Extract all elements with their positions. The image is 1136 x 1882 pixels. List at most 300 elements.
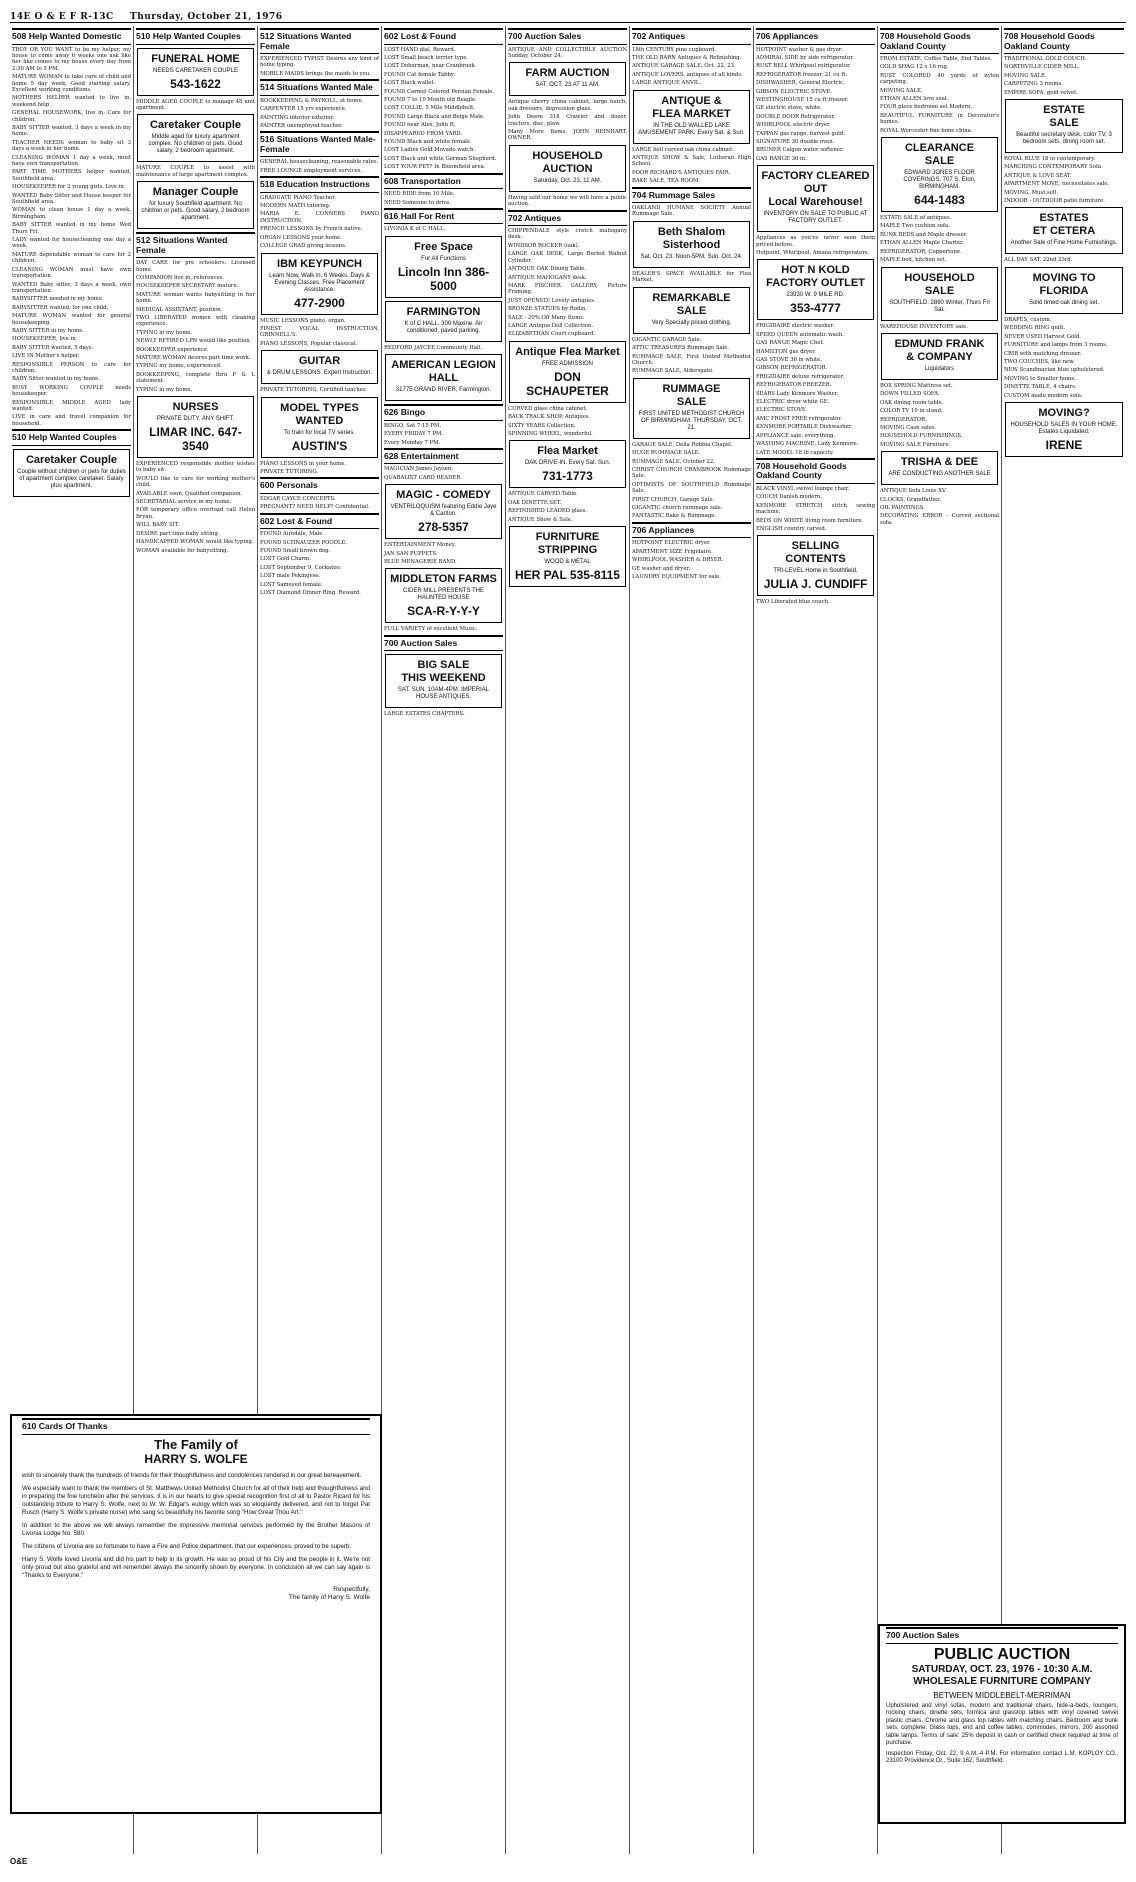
classified-ad: TAPPAN gas range, harvest gold. xyxy=(756,130,845,137)
classified-ad: OPTIMISTS OF SOUTHFIELD Rummage Sale. xyxy=(632,481,751,495)
classified-ad: SEARS Lady Kenmore Washer. xyxy=(756,390,839,397)
display-ad xyxy=(137,396,254,458)
classified-ad: COMPANION live in, references. xyxy=(136,274,225,281)
classified-ad: ALL DAY SAT. 22nd 23rd. xyxy=(1004,257,1073,264)
cards-of-thanks-box xyxy=(10,1414,382,1814)
display-ad-body: Very Specially priced clothing. xyxy=(651,319,732,326)
auction-date: SATURDAY, OCT. 23, 1976 - 10:30 A.M. xyxy=(911,1663,1093,1675)
display-ad-title: Caretaker Couple xyxy=(25,453,118,466)
classified-ad: LOST YOUR PET? In Bloomfield area. xyxy=(384,164,486,171)
display-ad xyxy=(1005,99,1123,153)
display-ad xyxy=(137,48,254,96)
classified-ad: MOVING SALE. xyxy=(1004,72,1047,79)
section-header: 704 Rummage Sales xyxy=(632,187,751,204)
section-header: 706 Appliances xyxy=(632,522,751,539)
classified-ad: FOUND Small brown dog. xyxy=(260,547,331,554)
section-header: 512 Situations Wanted Female xyxy=(260,28,379,54)
display-ad-title: GUITAR xyxy=(298,355,341,368)
classified-ad: John Deere 318 Crawler and dozer, tractors, disc, plow. xyxy=(508,114,627,127)
classified-ad: WILL BABY SIT. xyxy=(136,522,180,529)
classified-ad: MARIA E. CONNERS PIANO INSTRUCTION. xyxy=(260,211,379,224)
classified-ad: RESPONSIBLE MIDDLE AGED lady wanted. xyxy=(12,399,131,412)
classified-ad: ELECTRIC dryer white GE. xyxy=(756,399,830,406)
display-ad-title: MOVING? xyxy=(1038,406,1090,419)
classified-ad: ANTIQUE LOVERS, antiques of all kinds. xyxy=(632,71,743,78)
classified-ad: SPINNING WHEEL, wonderful. xyxy=(508,430,593,437)
section-header: 508 Help Wanted Domestic xyxy=(12,28,131,45)
display-ad xyxy=(13,449,130,497)
classified-ad: PART TIME MOTHERS helper wanted, Southfield area. xyxy=(12,169,131,182)
classified-ad: TWO COUCHES, like new. xyxy=(1004,358,1075,365)
classified-ad: LIVE IN Mother's helper. xyxy=(12,353,80,360)
classified-ad: BLACK VINYL swivel lounge chair. xyxy=(756,485,850,492)
display-ad-highlight: SCA-R-Y-Y-Y xyxy=(407,604,480,619)
display-ad xyxy=(881,267,998,321)
display-ad xyxy=(261,350,378,384)
display-ad-highlight: AUSTIN'S xyxy=(291,438,348,453)
display-ad xyxy=(509,62,626,96)
display-ad-highlight: LIMAR INC. 647-3540 xyxy=(149,425,242,454)
classified-ad: Many More Items. JOHN REINHART, OWNER. xyxy=(508,128,627,142)
classified-ad: FOUND 7 to 10 Month old Beagle. xyxy=(384,96,477,103)
classified-ad: KENMORE PORTABLE Dishwasher. xyxy=(756,424,853,431)
classified-ad: REDFORD JAYCEE Community Hall. xyxy=(384,344,483,351)
classified-ad: MOVING Cash sales. xyxy=(880,424,937,431)
classified-ad: FROM ESTATE, Coffee Table, End Tables. xyxy=(880,56,993,62)
classified-ad: SECRETARIAL service in my home. xyxy=(136,499,232,506)
classified-ad: MATURE dependable woman to care for 2 children. xyxy=(12,251,131,265)
display-ad-title: Beth Shalom Sisterhood xyxy=(657,225,726,251)
issue-date: Thursday, October 21, 1976 xyxy=(130,12,283,22)
classified-ad: ADMIRAL SIDE by side refrigerator. xyxy=(756,54,854,61)
classified-ad: FOUND Large Black and Beige Male. xyxy=(384,113,485,120)
section-header: 702 Antiques xyxy=(508,210,627,227)
classified-ad: ELECTRIC STOVE. xyxy=(756,407,808,414)
classified-ad: RUMMAGE SALE, October 22. xyxy=(632,458,715,465)
display-ad-title: FACTORY OUTLET xyxy=(766,277,865,290)
auction-inspection: Inspection Friday, Oct. 22, 9 A.M.-4 P.M. For information contact L.M. KOPLOY CO., 23100 Providence Dr., Suite 162, Southfield. xyxy=(886,1750,1118,1764)
display-ad-title: THIS WEEKEND xyxy=(401,672,486,685)
classified-ad: BABY SITTER wanted, 3 days a week in my home. xyxy=(12,124,131,138)
classified-ad: WOMAN available for babysitting. xyxy=(136,547,229,554)
classified-ad: FOUND Cat female Tabby. xyxy=(384,71,455,78)
display-ad xyxy=(385,484,502,539)
footer-mark: O&E xyxy=(10,1857,28,1866)
classified-ad: Having sold our home we will have a public auction. xyxy=(508,194,627,208)
classified-ad: BABY Sitter wanted in my home. xyxy=(12,376,100,383)
classified-ad: TYPING in my home. xyxy=(136,329,193,336)
display-ad-body: Liquidators xyxy=(924,365,955,372)
classified-ad: HOUSEKEEPER for 2 young girls. Live in. xyxy=(12,184,126,191)
classified-ad: COUCH Danish modern. xyxy=(756,494,822,501)
section-header: 610 Cards Of Thanks xyxy=(22,1418,370,1435)
classified-ad: OAK dining room table. xyxy=(880,399,944,406)
classified-ad: WEDDING RING quilt. xyxy=(1004,325,1066,332)
classified-ad: ENGLISH country carved. xyxy=(756,525,827,532)
display-ad-body: To train for local TV series. xyxy=(284,429,355,436)
classified-ad: BACK TRACK SHOP, Antiques. xyxy=(508,414,591,421)
classified-ad: GIGANTIC GARAGE Sale. xyxy=(632,336,702,343)
classified-ad: BRONZE STATUES by Rodin. xyxy=(508,306,588,313)
classified-ad: CARPETING 3 rooms. xyxy=(1004,81,1063,88)
classified-ad: DAY CARE for pre schoolers. Licensed home. xyxy=(136,260,255,273)
display-ad-body: 23930 W. 9 MILE RD. xyxy=(786,292,845,299)
section-header: 626 Bingo xyxy=(384,404,503,421)
display-ad-title: IBM KEYPUNCH xyxy=(277,257,362,270)
classified-ad: FOUND Black and white female. xyxy=(384,138,472,145)
section-header: 706 Appliances xyxy=(756,28,875,45)
classified-ad: FOUND SCHNAUZER POODLE. xyxy=(260,539,348,546)
classified-ad: ORGAN LESSONS your home. xyxy=(260,234,342,241)
display-ad-title: MOVING TO FLORIDA xyxy=(1032,271,1096,297)
classified-ad: LARGE OAK DESK, Large Burled Walnut Cylinder. xyxy=(508,251,627,264)
classified-ad: CRIB with matching dresser. xyxy=(1004,350,1082,357)
classified-ad: CURVED glass china cabinet. xyxy=(508,405,588,412)
classified-ad: BABY SITTER wanted, 5 days. xyxy=(12,344,94,351)
thanks-paragraph: wish to sincerely thank the hundreds of friends for their thoughtfulness and condolences rendered in our great bereavement. xyxy=(22,1471,362,1479)
classified-ad: TYPING in my home. xyxy=(136,386,193,393)
classified-ad: COLLEGE GRAD giving lessons. xyxy=(260,243,347,250)
display-ad-body: SAT. SUN. 10AM-4PM. IMPERIAL HOUSE ANTIQUES. xyxy=(397,687,490,701)
display-ad-body: & DRUM LESSONS. Expert Instruction. xyxy=(266,370,373,377)
classified-ad: ETHAN ALLEN love seat. xyxy=(880,96,949,103)
classified-ad: LAUNDRY EQUIPMENT for sale. xyxy=(632,573,721,580)
display-ad xyxy=(385,354,502,401)
classified-ad: ANTIQUE SHOW & Sale, Lutheran High School. xyxy=(632,154,751,168)
classified-ad: ANTIQUE MAHOGANY desk. xyxy=(508,274,587,281)
classified-ad: ANTIQUE Show & Sale. xyxy=(508,516,573,523)
classified-ad: ANTIQUE AND COLLECTIBLE AUCTION Sunday, October 24. xyxy=(508,46,627,59)
classified-ad: GOLD SHAG 12 x 16 rug. xyxy=(880,64,949,71)
display-ad-body: Sat. Oct. 23. Noon-5PM. Sun. Oct. 24. xyxy=(640,253,743,260)
classified-ad: BINGO, Sat 7:15 PM. xyxy=(384,422,442,429)
classified-ad: POOR RICHARD'S ANTIQUES FAIR. xyxy=(632,169,731,176)
classified-ad: INDOOR - OUTDOOR patio furniture. xyxy=(1004,198,1105,205)
section-header: 516 Situations Wanted Male-Female xyxy=(260,131,379,157)
display-ad-body: Beautiful secretary desk, color TV, 3 bedroom sets, dining room set. xyxy=(1016,132,1112,146)
classified-ad: OAKLAND HUMANE SOCIETY Annual Rummage Sale. xyxy=(632,205,751,218)
classified-ad: LARGE Antique Doll Collection. xyxy=(508,322,594,329)
classified-ad: MOVING SALE. xyxy=(880,87,923,94)
classified-ad: PAINTER unemployed teacher. xyxy=(260,122,343,129)
display-ad xyxy=(881,333,998,380)
classified-ad: MIDDLE AGED COUPLE to manage 48 unit apartment. xyxy=(136,98,255,111)
display-ad xyxy=(509,440,626,488)
display-ad-body: WOOD & METAL xyxy=(544,559,591,565)
auction-company: WHOLESALE FURNITURE COMPANY xyxy=(913,1675,1091,1687)
classified-ad: PREGNANT? NEED HELP? Confidential. xyxy=(260,504,370,511)
classified-ad: MATURE WOMAN to take care of child and home 5 day week, Good starting salary. Excellent working conditions. xyxy=(12,74,131,93)
classified-ad: JUST OPENED! Lovely antiques. xyxy=(508,297,596,304)
section-header: 700 Auction Sales xyxy=(508,28,627,45)
display-ad xyxy=(1005,207,1123,254)
classified-ad: REFRIGERATOR freezer, 21 cu ft. xyxy=(756,71,848,78)
section-header: 708 Household Goods Oakland County xyxy=(756,458,875,484)
display-ad-highlight: 731-1773 xyxy=(542,469,593,484)
classified-ad: GIBSON REFRIGERATOR. xyxy=(756,365,828,372)
classified-ad: FOUND near Alex, John R. xyxy=(384,122,456,129)
display-ad-title: Flea Market xyxy=(537,445,598,458)
display-ad-title: FACTORY CLEARED OUT xyxy=(761,170,870,196)
display-ad-title: SELLING CONTENTS xyxy=(785,540,846,566)
display-ad xyxy=(509,526,626,587)
classified-ad: LARGE ANTIQUE ANVIL. xyxy=(632,80,702,87)
display-ad-title: SALE xyxy=(924,155,955,168)
display-ad xyxy=(509,145,626,192)
classified-ad: BEDS ON WHITE living room furniture. xyxy=(756,517,864,524)
classified-ad: HOUSEKEEPER SECRETARY mature. xyxy=(136,283,239,290)
classified-ad: WHIRLPOOL electric dryer. xyxy=(756,122,831,129)
section-header: 700 Auction Sales xyxy=(384,635,503,652)
classified-ad: LOST Black wallet. xyxy=(384,80,436,87)
classified-ad: EVERY FRIDAY 7 PM. xyxy=(384,431,444,438)
classified-ad: LOST male Pekingese. xyxy=(260,573,321,580)
display-ad-title: FARMINGTON xyxy=(406,305,481,318)
section-header: 510 Help Wanted Couples xyxy=(12,429,131,446)
classified-ad: SPEED QUEEN automatic wash. xyxy=(756,331,844,338)
classified-ad: HOUSEKEEPER, live in. xyxy=(12,336,78,343)
thanks-paragraph: Harry S. Wolfe loved Livonia and did his part to help in its growth. He was so proud of his City and the people in it. We're not only proud but also grateful and will remember always the sincerity shown by everyone. In conclusion all we can say again is "Thanks to Everyone." xyxy=(22,1555,370,1579)
classified-ad: BUNK BEDS and Maple dresser. xyxy=(880,231,968,238)
classified-ad: PIANO LESSONS, Popular classical. xyxy=(260,340,358,347)
signature-line: Respectfully, xyxy=(333,1585,370,1593)
display-ad-title: FURNITURE xyxy=(535,531,600,543)
display-ad-highlight: 644-1483 xyxy=(914,193,965,208)
classified-ad: FRIGIDAIRE deluxe refrigerator. xyxy=(756,373,845,380)
classified-ad: 18th CENTURY pine cupboard. xyxy=(632,46,716,53)
classified-ad: TWO Liberated blue couch. xyxy=(756,599,830,606)
display-ad-highlight: 278-5357 xyxy=(418,520,469,535)
display-ad-body: EDWARD JONES FLOOR COVERINGS. 707 S. Eton, BIRMINGHAM. xyxy=(903,170,976,191)
display-ad xyxy=(881,137,998,212)
section-header: 708 Household Goods Oakland County xyxy=(880,28,999,54)
classified-ad: REFRIGERATOR FREEZER. xyxy=(756,382,832,389)
section-header: 708 Household Goods Oakland County xyxy=(1004,28,1124,54)
section-header: 602 Lost & Found xyxy=(384,28,503,45)
classified-ad: MOVING SALE Furniture. xyxy=(880,441,951,448)
display-ad-body: NEEDS CARETAKER COUPLE xyxy=(153,67,238,74)
classified-ad: APARTMENT MOVE, necessitates sale. xyxy=(1004,181,1110,188)
display-ad-body: FIRST UNITED METHODIST CHURCH OF BIRMINGHAM. THURSDAY, OCT. 21. xyxy=(638,410,745,431)
classified-ad: Appliances as you've never seen them priced before. xyxy=(756,235,875,248)
classified-ad: BAKE SALE, TEA ROOM. xyxy=(632,178,701,185)
display-ad-title: SALE xyxy=(924,284,955,297)
display-ad-body: SAT. OCT. 23 AT 11 AM. xyxy=(535,82,600,89)
classified-ad: ATTIC TREASURES Rummage Sale. xyxy=(632,345,730,352)
classified-ad: NORTHVILLE CIDER MILL. xyxy=(1004,64,1080,71)
family-name: HARRY S. WOLFE xyxy=(144,1451,248,1466)
display-ad xyxy=(385,568,502,623)
display-ad xyxy=(633,90,750,144)
classified-ad: BABY SITTER wanted in my home Wed Thurs Fri. xyxy=(12,222,131,235)
classified-ad: WASHING MACHINE, Lady Kenmore. xyxy=(756,441,859,448)
classified-ad: CLEANING WOMAN 1 day a week, must have own transportation. xyxy=(12,154,131,167)
classified-ad: GARAGE SALE, Della Robbia Chapel. xyxy=(632,441,733,448)
display-ad-title: Free Space xyxy=(414,240,473,253)
display-ad xyxy=(385,301,502,342)
display-ad-title: Manager Couple xyxy=(152,186,239,199)
display-ad xyxy=(385,236,502,298)
classified-ad: MAGICIAN James Jaysen. xyxy=(384,466,453,473)
classified-ad: MOBILE MAIDS brings the maids to you. xyxy=(260,70,371,77)
classified-ad: GAS STOVE 36 in white. xyxy=(756,357,822,364)
display-ad-body: HOUSEHOLD SALES IN YOUR HOME. Estates Liquidated. xyxy=(1010,421,1118,435)
classified-ad: ANTIQUE OAK Dining Table. xyxy=(508,266,586,273)
classified-ad: HOTPOINT washer & gas dryer. xyxy=(756,46,843,53)
classified-ad: QUABALIST CARD READER. xyxy=(384,474,462,481)
display-ad-body: Solid timed oak dining set. xyxy=(1028,299,1100,306)
classified-ad: BOOKKEEPING, complete thru P & L statement. xyxy=(136,371,255,385)
auction-title: PUBLIC AUCTION xyxy=(933,1645,1071,1663)
display-ad-body: for luxury Southfield apartment. No children or pets. Good salary, 2 bedroom apartment. xyxy=(141,201,250,222)
classified-ad: ELIZABETHAN Court cupboard. xyxy=(508,331,596,338)
public-auction-ad xyxy=(878,1624,1126,1824)
classified-ad: MOTHERS HELPER wanted to live in, weekend help. xyxy=(12,95,131,108)
section-header: 518 Education Instructions xyxy=(260,176,379,193)
classified-ad: DESIRE part time baby sitting. xyxy=(136,530,220,537)
classified-ad: RUMMAGE SALE, Aldersgate. xyxy=(632,368,714,375)
masthead xyxy=(10,6,1126,23)
classified-ad: ETHAN ALLEN Maple Charter. xyxy=(880,240,964,247)
classified-ad: BEAUTIFUL FURNITURE in Decorator's homes. xyxy=(880,112,999,126)
display-ad-title: REMARKABLE SALE xyxy=(652,291,731,317)
section-header: 510 Help Wanted Couples xyxy=(136,28,255,45)
display-ad-title: ANTIQUE & xyxy=(661,94,722,107)
classified-ad: FRIGIDAIRE electric washer. xyxy=(756,323,835,330)
classified-ad: DISAPPEARED FROM YARD. xyxy=(384,130,463,137)
display-ad-title: FUNERAL HOME xyxy=(151,52,240,65)
classified-ad: DINETTE TABLE, 4 chairs. xyxy=(1004,384,1077,391)
display-ad xyxy=(633,221,750,268)
display-ad-title: Local Warehouse! xyxy=(768,196,863,209)
display-ad-title: ET CETERA xyxy=(1032,225,1096,238)
display-ad xyxy=(633,287,750,334)
classified-ad: CARPENTER 15 yrs experience. xyxy=(260,106,347,113)
classified-ad: NEWLY RETIRED LPN would like position. xyxy=(136,338,252,345)
classified-ad: SIXTY YEARS Collection. xyxy=(508,422,576,429)
classified-ad: HUGE RUMMAGE SALE. xyxy=(632,450,701,457)
classified-ad: DECORATING ERROR - Curved sectional sofa. xyxy=(880,513,999,526)
display-ad-title: & COMPANY xyxy=(906,350,973,363)
display-ad xyxy=(757,535,874,596)
classified-column xyxy=(630,26,754,1854)
classified-ad: LARGE ESTATES CHAPTERS. xyxy=(384,711,465,718)
section-header: 700 Auction Sales xyxy=(886,1627,1118,1644)
classified-ad: OAK DINETTE SET. xyxy=(508,499,562,506)
section-header: 512 Situations Wanted Female xyxy=(136,232,255,258)
display-ad-body: Saturday, Oct. 23, 11 AM. xyxy=(533,177,602,184)
classified-ad: PRIVATE TUTORING, Certified teacher. xyxy=(260,387,367,394)
newspaper-page xyxy=(10,6,1126,1868)
display-ad-body: INVENTORY ON SALE TO PUBLIC AT FACTORY OUTLET. xyxy=(763,211,868,225)
classified-ad: HOTPOINT ELECTRIC dryer. xyxy=(632,540,711,547)
classified-column xyxy=(878,26,1002,1854)
classified-ad: MOVING, Must sell. xyxy=(1004,189,1058,196)
section-header: 628 Entertainment xyxy=(384,448,503,465)
classified-ad: MARK FISCHER GALLERY, Picture Framing. xyxy=(508,282,627,296)
display-ad-title: ESTATE xyxy=(1043,104,1085,117)
display-ad xyxy=(881,451,998,485)
display-ad xyxy=(137,114,254,162)
classified-ad: ROYAL BLUE 18 in contemporary. xyxy=(1004,156,1096,163)
classified-ad: RUST BELL Whirlpool refrigerator. xyxy=(756,63,851,70)
classified-ad: GAS RANGE 36 in. xyxy=(756,155,807,162)
classified-ad: BOX SPRING Mattress set. xyxy=(880,382,953,389)
classified-ad: EDGAR CAYCE CONCEPTS. xyxy=(260,495,336,502)
display-ad-body: PRIVATE DUTY. ANY SHIFT. xyxy=(156,416,235,423)
display-ad xyxy=(261,253,378,315)
classified-ad: CLOCKS, Grandfather. xyxy=(880,496,941,503)
display-ad xyxy=(1005,267,1123,314)
classified-ad: LOST Doberman, near Cranbrook. xyxy=(384,63,477,70)
thanks-paragraph: We especially want to thank the members of St. Matthews United Methodist Church for all of their help and thoughtfulness and in preparing the fine luncheon after the services. It is in our hearts to give special recognition first of all to Pastor Ricard for his outstanding tribute to Harry S. Wolfe, next to W. W. Edgar's eulogy which was so eloquently delivered, and not to forget Pat Rusch (Harry S. Wolfe's private nurse) who sang so beautifully his favorite song "How Great Thou Art." xyxy=(22,1484,370,1516)
classified-ad: GIBSON ELECTRIC STOVE. xyxy=(756,88,832,95)
classified-ad: NEED RIDE from 10 Mile. xyxy=(384,191,455,198)
section-header: 514 Situations Wanted Male xyxy=(260,79,379,96)
classified-ad: LOST Gold Charm. xyxy=(260,556,311,563)
classified-ad: LOST Samoyed female. xyxy=(260,581,323,588)
classified-ad: DOUBLE DOOR Refrigerator. xyxy=(756,113,836,120)
classified-ad: CLEANING WOMAN must have own transportation. xyxy=(12,266,131,280)
classified-ad: HOUSEHOLD FURNISHINGS. xyxy=(880,433,963,440)
edition-label: 14E O & E F R-13C xyxy=(10,12,114,22)
classified-ad: MAPLE Two cushion sofa. xyxy=(880,223,950,230)
classified-ad: FIRST CHURCH, Garage Sale. xyxy=(632,496,715,503)
section-header: 600 Personals xyxy=(260,477,379,494)
display-ad-title: FLEA MARKET xyxy=(652,107,731,120)
classified-ad: FULL VARIETY of excellent Music. xyxy=(384,626,478,633)
classified-ad: LADY wanted for housecleaning one day a week. xyxy=(12,237,131,250)
classified-ad: BLUE MENAGERIE BAND. xyxy=(384,559,457,566)
classified-ad: MATURE WOMAN desires part time work. xyxy=(136,355,251,361)
classified-ad: EXPERIENCED TYPIST Desires any kind of home typing. xyxy=(260,56,379,69)
classified-ad: GENERAL housecleaning, reasonable rates. xyxy=(260,159,379,166)
thanks-paragraph: In addition to the above we will always remember the impressive memorial services performed by the Brother Masons of Livonia Lodge No. 580. xyxy=(22,1521,370,1537)
display-ad-body: OAK DRIVE-IN. Every Sat. Sun. xyxy=(524,460,611,467)
classified-ad: MODERN MATH tutoring. xyxy=(260,203,331,210)
display-ad-highlight: 543-1622 xyxy=(170,76,221,91)
classified-ad: DEALER'S SPACE AVAILABLE for Flea Market. xyxy=(632,270,751,284)
classified-ad: WINDSOR ROCKER (oak). xyxy=(508,242,580,249)
display-ad-body: For All Functions xyxy=(421,255,466,262)
display-ad-title: HOT N KOLD xyxy=(781,264,850,277)
classified-ad: MUSIC LESSONS piano, organ. xyxy=(260,317,346,324)
display-ad xyxy=(757,165,874,232)
classified-ad: FINEST VOCAL INSTRUCTION, GRINNELL'S. xyxy=(260,325,379,339)
signature-line: The family of Harry S. Wolfe xyxy=(288,1593,370,1601)
classified-ad: MEDICAL ASSISTANT, position. xyxy=(136,306,223,313)
classified-ad: DOWN FILLED SOFA. xyxy=(880,391,940,398)
classified-ad: LIVE in care and travel companion for household. xyxy=(12,414,131,427)
classified-ad: WHIRLPOOL WASHER & DRYER. xyxy=(632,557,724,564)
classified-ad: GENERAL HOUSEWORK, live in. Care for children. xyxy=(12,110,131,123)
display-ad-title: MAGIC - COMEDY xyxy=(396,489,491,502)
display-ad-highlight: Lincoln Inn 386-5000 xyxy=(397,264,490,293)
classified-ad: HAMILTON gas dryer. xyxy=(756,348,816,355)
display-ad-body: VENTRILOQUISM featuring Eddie Jaye & Carlton. xyxy=(390,504,497,518)
classified-ad: LIVONIA K of C HALL. xyxy=(384,226,446,233)
display-ad xyxy=(385,654,502,708)
classified-ad: FREE LOUNGE employment services. xyxy=(260,167,363,174)
classified-ad: ANTIQUE & LOVE SEAT. xyxy=(1004,172,1072,179)
display-ad-body: K of C HALL. 300 Maxine. Air conditioned, paved parking. xyxy=(404,320,483,334)
classified-column xyxy=(754,26,878,1854)
display-ad xyxy=(261,397,378,458)
auction-details: Upholstered and vinyl sofas, modern and traditional chairs, hide-a-beds, loungers, rocking chairs, dinette sets, formica and glasstop tables with vinyl covered swivel plastic chairs. Chrome and glass top tables with matching chairs. Bedroom and bunk sets, complete. Glass tops, end and coffee tables, commodes, mirrors, 200 assorted table lamps. Terms of sale: 25% deposit in cash or certified check required at time of purchase. xyxy=(886,1702,1118,1746)
classified-ad: TWO LIBERATED women with cleaning experience. xyxy=(136,314,255,328)
display-ad xyxy=(1005,402,1123,457)
display-ad-highlight: JULIA J. CUNDIFF xyxy=(763,577,868,592)
